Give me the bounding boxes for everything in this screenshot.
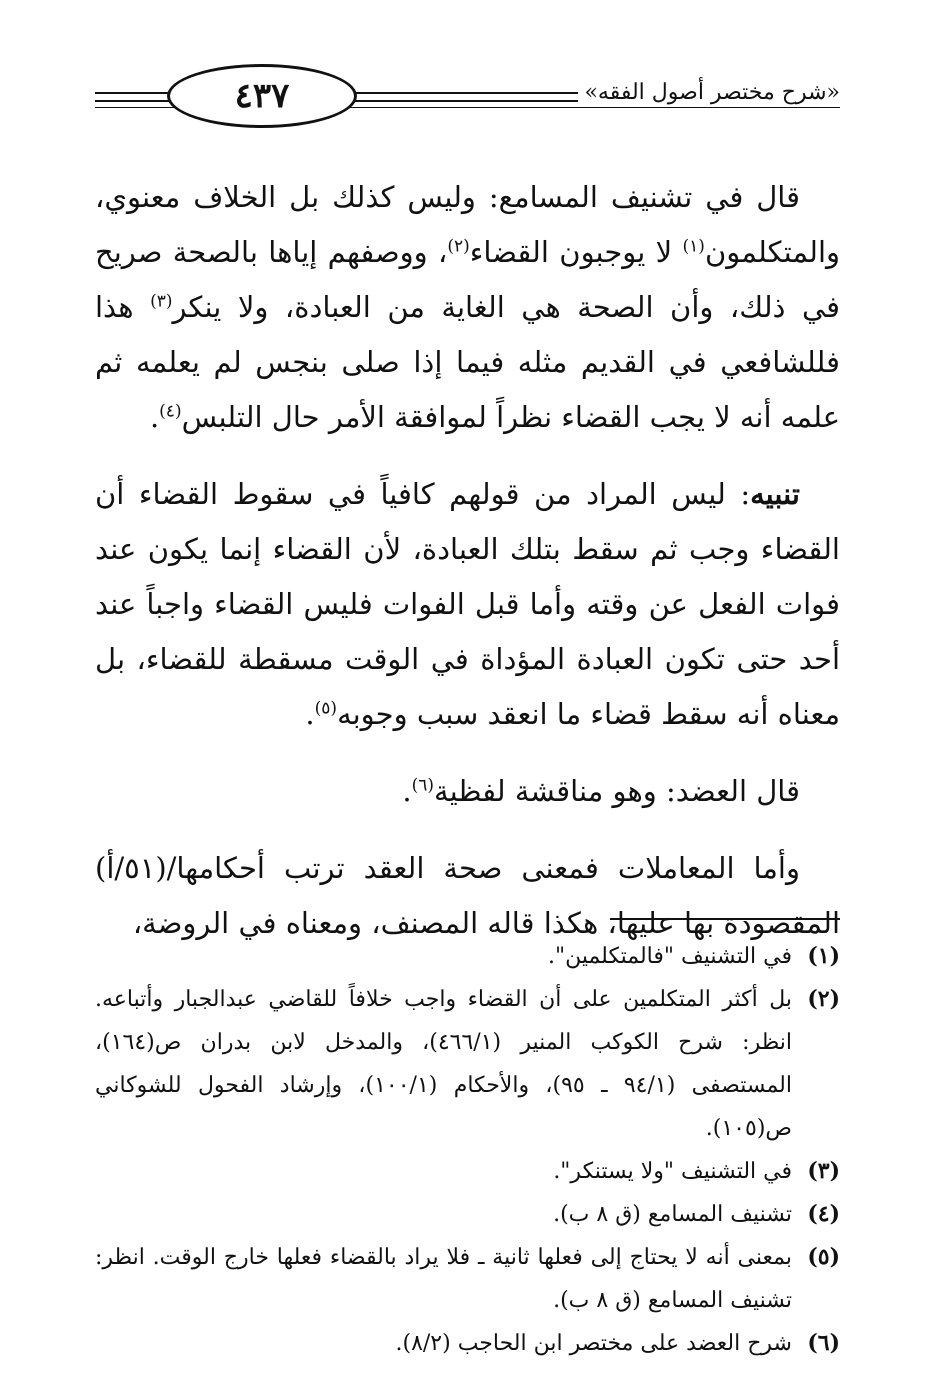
footnote-ref: (١): [682, 236, 705, 257]
footnote: [95, 1150, 840, 1193]
footnote-ref: (٥): [314, 698, 338, 719]
text-run: قال في تشنيف المسامع: وليس كذلك بل الخلاف معنوي، والمتكلمون: [95, 180, 841, 269]
text-run: هذا فللشافعي في القديم مثله فيما إذا صلى بنجس لم يعلمه ثم علمه أنه لا يجب القضاء نظراً لموافقة الأمر حال التلبس: [95, 290, 840, 434]
text-run: .: [149, 400, 160, 434]
footnote-ref: (٢): [447, 236, 470, 257]
page-header: [95, 60, 840, 130]
paragraph-1: [95, 170, 840, 445]
footnote-number: (٣): [807, 1158, 840, 1184]
footnote: [95, 978, 840, 1150]
note-label: تنبيه: [750, 477, 800, 511]
paragraph-2: [95, 467, 840, 742]
text-run: .: [305, 697, 315, 731]
page-number: ٤٣٧: [234, 76, 290, 116]
footnote-text: بل أكثر المتكلمين على أن القضاء واجب خلافاً للقاضي عبدالجبار وأتباعه. انظر: شرح الكوكب المنير (٤٦٦/١)، والمدخل لابن بدران ص(١٦٤)، المستصفى (٩٤/١ ـ ٩٥)، والأحكام (١٠٠/١)، وإرشاد الفحول للشوكاني ص(١٠٥).: [95, 987, 792, 1141]
text-run: لا يوجبون القضاء: [469, 235, 683, 269]
footnote: [95, 1236, 840, 1322]
footnote-text: شرح العضد على مختصر ابن الحاجب (٨/٢).: [395, 1331, 792, 1356]
footnote-text: تشنيف المسامع (ق ٨ ب).: [553, 1202, 792, 1227]
footnote-separator: [610, 918, 840, 920]
text-run: قال العضد: وهو مناقشة لفظية: [434, 774, 800, 808]
footnote-text: في التشنيف "ولا يستنكر".: [553, 1159, 792, 1184]
running-title: «شرح مختصر أصول الفقه»: [578, 80, 840, 105]
paragraph-3: [95, 764, 840, 819]
footnote-number: (٤): [807, 1201, 840, 1227]
footnote-ref: (٤): [159, 401, 182, 422]
footnote: [95, 1193, 840, 1236]
text-run: وأما المعاملات فمعنى صحة العقد ترتب أحكامها/(٥١/أ) المقصودة بها عليها، هكذا قاله المصنف، ومعناه في الروضة،: [95, 851, 840, 940]
text-run: .: [402, 774, 412, 808]
footnote-number: (١): [807, 943, 840, 969]
footnote-ref: (٣): [150, 291, 173, 312]
main-text: [95, 170, 840, 965]
text-run: : ليس المراد من قولهم كافياً في سقوط القضاء أن القضاء وجب ثم سقط بتلك العبادة، لأن القضاء إنما يكون عند فوات الفعل عن وقته وأما قبل الفوات فليس القضاء واجباً عند أحد حتى تكون العبادة المؤداة في الوقت مسقطة للقضاء، بل معناه أنه سقط قضاء ما انعقد سبب وجوبه: [95, 477, 841, 731]
footnote-text: في التشنيف "فالمتكلمين".: [547, 944, 792, 969]
footnote-number: (٥): [807, 1244, 840, 1270]
page-number-oval: [167, 64, 357, 128]
footnote-number: (٦): [807, 1330, 840, 1356]
footnote-number: (٢): [807, 986, 840, 1012]
footnote: [95, 935, 840, 978]
text-run: ، ووصفهم إياها بالصحة صريح في ذلك، وأن الصحة هي الغاية من العبادة، ولا ينكر: [95, 235, 840, 324]
footnote-text: بمعنى أنه لا يحتاج إلى فعلها ثانية ـ فلا يراد بالقضاء فعلها خارج الوقت. انظر: تشنيف المسامع (ق ٨ ب).: [95, 1245, 792, 1313]
footnote-ref: (٦): [411, 775, 435, 796]
footnotes: [95, 935, 840, 1365]
footnote: [95, 1322, 840, 1365]
